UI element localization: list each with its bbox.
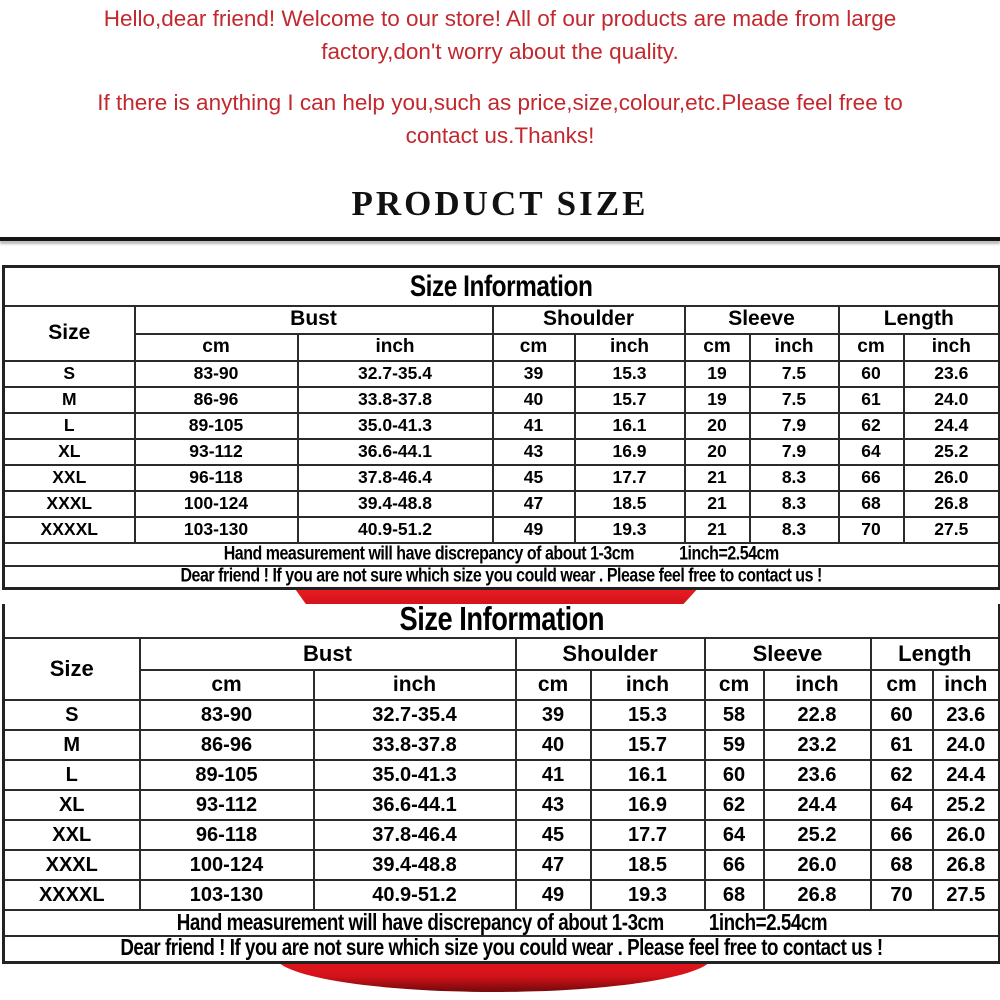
value-cell: 47: [493, 491, 575, 517]
value-cell: 39: [516, 700, 591, 730]
size-cell: XL: [4, 439, 135, 465]
unit-header-cm: cm: [140, 670, 314, 700]
table-row: [4, 439, 1000, 465]
value-cell: 27.5: [933, 880, 1000, 910]
value-cell: 39.4-48.8: [298, 491, 493, 517]
note-measurement-text: Hand measurement will have discrepancy of about 1-3cm: [224, 542, 635, 564]
table-row: [4, 361, 1000, 387]
col-header-sleeve: Sleeve: [685, 306, 839, 334]
value-cell: 22.8: [764, 700, 871, 730]
value-cell: 8.3: [750, 465, 839, 491]
value-cell: 16.1: [591, 760, 705, 790]
table-row: [4, 760, 1000, 790]
size-cell: XXXXL: [4, 517, 135, 543]
value-cell: 40: [493, 387, 575, 413]
value-cell: 7.5: [750, 387, 839, 413]
value-cell: 62: [839, 413, 904, 439]
value-cell: 64: [871, 790, 933, 820]
note-measurement-text: Hand measurement will have discrepancy of about 1-3cm: [176, 909, 664, 935]
value-cell: 25.2: [904, 439, 1000, 465]
value-cell: 83-90: [140, 700, 314, 730]
value-cell: 23.2: [764, 730, 871, 760]
unit-header-inch: inch: [750, 334, 839, 361]
value-cell: 16.9: [575, 439, 685, 465]
value-cell: 35.0-41.3: [314, 760, 516, 790]
value-cell: 70: [839, 517, 904, 543]
table-row: [4, 491, 1000, 517]
table-title: [4, 267, 1000, 306]
value-cell: 16.9: [591, 790, 705, 820]
table-row: [4, 790, 1000, 820]
value-cell: 33.8-37.8: [298, 387, 493, 413]
value-cell: 36.6-44.1: [298, 439, 493, 465]
unit-header-cm: cm: [839, 334, 904, 361]
value-cell: 7.9: [750, 413, 839, 439]
greeting-line: factory,don't worry about the quality.: [321, 39, 679, 64]
table-row: [4, 517, 1000, 543]
col-header-shoulder: Shoulder: [516, 638, 705, 670]
value-cell: 23.6: [933, 700, 1000, 730]
value-cell: 37.8-46.4: [314, 820, 516, 850]
value-cell: 17.7: [575, 465, 685, 491]
value-cell: 15.7: [591, 730, 705, 760]
value-cell: 86-96: [140, 730, 314, 760]
size-cell: M: [4, 387, 135, 413]
note-contact-text: Dear friend ! If you are not sure which size you could wear . Please feel free to contact us !: [180, 564, 823, 587]
unit-header-inch: inch: [933, 670, 1000, 700]
size-cell: XXL: [4, 465, 135, 491]
value-cell: 16.1: [575, 413, 685, 439]
size-cell: XXL: [4, 820, 140, 850]
value-cell: 40.9-51.2: [314, 880, 516, 910]
value-cell: 39: [493, 361, 575, 387]
col-header-bust: Bust: [135, 306, 493, 334]
value-cell: 62: [705, 790, 764, 820]
value-cell: 18.5: [575, 491, 685, 517]
value-cell: 27.5: [904, 517, 1000, 543]
value-cell: 33.8-37.8: [314, 730, 516, 760]
value-cell: 93-112: [135, 439, 298, 465]
value-cell: 66: [839, 465, 904, 491]
value-cell: 7.9: [750, 439, 839, 465]
size-cell: XXXL: [4, 491, 135, 517]
value-cell: 66: [705, 850, 764, 880]
value-cell: 21: [685, 517, 750, 543]
value-cell: 60: [871, 700, 933, 730]
table-row: [4, 850, 1000, 880]
value-cell: 47: [516, 850, 591, 880]
value-cell: 21: [685, 491, 750, 517]
value-cell: 24.4: [933, 760, 1000, 790]
value-cell: 24.4: [904, 413, 1000, 439]
unit-header-cm: cm: [705, 670, 764, 700]
table-title-text: Size Information: [410, 268, 593, 303]
size-cell: M: [4, 730, 140, 760]
unit-header-cm: cm: [516, 670, 591, 700]
value-cell: 24.0: [933, 730, 1000, 760]
value-cell: 26.0: [764, 850, 871, 880]
unit-header-cm: cm: [493, 334, 575, 361]
value-cell: 24.4: [764, 790, 871, 820]
value-cell: 66: [871, 820, 933, 850]
size-cell: S: [4, 361, 135, 387]
value-cell: 43: [516, 790, 591, 820]
value-cell: 23.6: [764, 760, 871, 790]
unit-header-inch: inch: [575, 334, 685, 361]
col-header-sleeve: Sleeve: [705, 638, 871, 670]
value-cell: 60: [705, 760, 764, 790]
value-cell: 40.9-51.2: [298, 517, 493, 543]
note-contact: [4, 566, 1000, 589]
table-row: [4, 387, 1000, 413]
value-cell: 26.8: [933, 850, 1000, 880]
value-cell: 39.4-48.8: [314, 850, 516, 880]
value-cell: 89-105: [140, 760, 314, 790]
value-cell: 26.8: [904, 491, 1000, 517]
unit-header-cm: cm: [871, 670, 933, 700]
value-cell: 45: [516, 820, 591, 850]
value-cell: 83-90: [135, 361, 298, 387]
value-cell: 35.0-41.3: [298, 413, 493, 439]
value-cell: 41: [516, 760, 591, 790]
table-row: [4, 880, 1000, 910]
note-inch-conversion: 1inch=2.54cm: [679, 542, 780, 564]
value-cell: 25.2: [764, 820, 871, 850]
note-measurement: [4, 543, 1000, 566]
size-cell: L: [4, 413, 135, 439]
table-row: [4, 413, 1000, 439]
value-cell: 43: [493, 439, 575, 465]
value-cell: 70: [871, 880, 933, 910]
value-cell: 41: [493, 413, 575, 439]
table-row: [4, 465, 1000, 491]
col-header-bust: Bust: [140, 638, 516, 670]
table-row: [4, 700, 1000, 730]
value-cell: 60: [839, 361, 904, 387]
value-cell: 23.6: [904, 361, 1000, 387]
value-cell: 15.3: [575, 361, 685, 387]
unit-header-inch: inch: [314, 670, 516, 700]
divider-line: [0, 237, 1000, 241]
value-cell: 96-118: [140, 820, 314, 850]
size-cell: L: [4, 760, 140, 790]
greeting-line: contact us.Thanks!: [405, 123, 595, 148]
value-cell: 68: [871, 850, 933, 880]
col-header-shoulder: Shoulder: [493, 306, 685, 334]
value-cell: 64: [839, 439, 904, 465]
value-cell: 96-118: [135, 465, 298, 491]
value-cell: 68: [839, 491, 904, 517]
value-cell: 18.5: [591, 850, 705, 880]
value-cell: 7.5: [750, 361, 839, 387]
value-cell: 93-112: [140, 790, 314, 820]
col-header-size: Size: [4, 638, 140, 700]
table-row: [4, 730, 1000, 760]
value-cell: 32.7-35.4: [314, 700, 516, 730]
value-cell: 49: [493, 517, 575, 543]
note-inch-conversion: 1inch=2.54cm: [708, 909, 827, 935]
value-cell: 8.3: [750, 491, 839, 517]
unit-header-cm: cm: [685, 334, 750, 361]
value-cell: 100-124: [140, 850, 314, 880]
value-cell: 36.6-44.1: [314, 790, 516, 820]
value-cell: 32.7-35.4: [298, 361, 493, 387]
value-cell: 15.3: [591, 700, 705, 730]
value-cell: 25.2: [933, 790, 1000, 820]
value-cell: 19.3: [575, 517, 685, 543]
value-cell: 103-130: [140, 880, 314, 910]
value-cell: 24.0: [904, 387, 1000, 413]
value-cell: 103-130: [135, 517, 298, 543]
note-contact: [4, 936, 1000, 962]
value-cell: 26.0: [904, 465, 1000, 491]
table-title-text: Size Information: [399, 602, 604, 639]
value-cell: 26.0: [933, 820, 1000, 850]
size-cell: XXXXL: [4, 880, 140, 910]
unit-header-inch: inch: [764, 670, 871, 700]
greeting-line: If there is anything I can help you,such as price,size,colour,etc.Please feel free to: [97, 90, 903, 115]
value-cell: 15.7: [575, 387, 685, 413]
size-cell: XL: [4, 790, 140, 820]
value-cell: 19: [685, 387, 750, 413]
value-cell: 100-124: [135, 491, 298, 517]
value-cell: 8.3: [750, 517, 839, 543]
col-header-length: Length: [839, 306, 1000, 334]
unit-header-cm: cm: [135, 334, 298, 361]
value-cell: 20: [685, 413, 750, 439]
col-header-length: Length: [871, 638, 1000, 670]
unit-header-inch: inch: [591, 670, 705, 700]
note-measurement: [4, 910, 1000, 936]
table-title: [4, 604, 1000, 638]
size-table-2: [2, 604, 1000, 964]
size-table-1: [2, 265, 1000, 590]
value-cell: 68: [705, 880, 764, 910]
value-cell: 62: [871, 760, 933, 790]
note-contact-text: Dear friend ! If you are not sure which size you could wear . Please feel free to contact us !: [120, 935, 883, 961]
value-cell: 58: [705, 700, 764, 730]
value-cell: 61: [839, 387, 904, 413]
value-cell: 45: [493, 465, 575, 491]
size-cell: S: [4, 700, 140, 730]
greeting-line: Hello,dear friend! Welcome to our store! All of our products are made from large: [103, 6, 897, 31]
value-cell: 86-96: [135, 387, 298, 413]
value-cell: 40: [516, 730, 591, 760]
value-cell: 89-105: [135, 413, 298, 439]
value-cell: 64: [705, 820, 764, 850]
size-cell: XXXL: [4, 850, 140, 880]
value-cell: 26.8: [764, 880, 871, 910]
value-cell: 17.7: [591, 820, 705, 850]
col-header-size: Size: [4, 306, 135, 361]
value-cell: 59: [705, 730, 764, 760]
unit-header-inch: inch: [298, 334, 493, 361]
table-row: [4, 820, 1000, 850]
product-size-heading: PRODUCT SIZE: [351, 184, 649, 223]
value-cell: 19: [685, 361, 750, 387]
value-cell: 49: [516, 880, 591, 910]
value-cell: 61: [871, 730, 933, 760]
value-cell: 20: [685, 439, 750, 465]
value-cell: 21: [685, 465, 750, 491]
unit-header-inch: inch: [904, 334, 1000, 361]
value-cell: 37.8-46.4: [298, 465, 493, 491]
value-cell: 19.3: [591, 880, 705, 910]
